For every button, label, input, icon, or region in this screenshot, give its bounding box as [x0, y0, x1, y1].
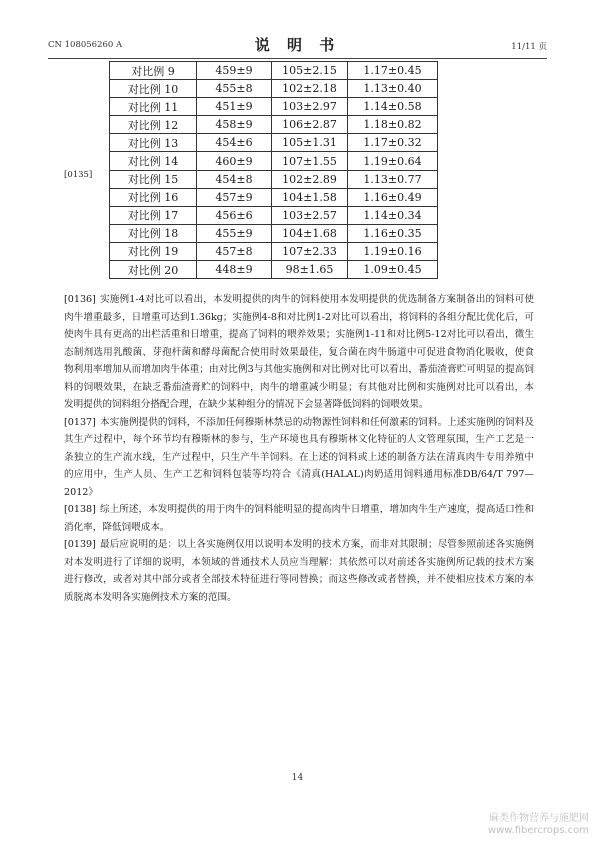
- page-number: 14: [291, 773, 304, 783]
- document-title: 说 明 书: [254, 36, 341, 54]
- table-cell: 105±2.15: [272, 62, 348, 80]
- table-cell: 对比例 20: [110, 261, 197, 279]
- table-cell: 1.13±0.40: [348, 80, 438, 98]
- watermark-line-2: www.fibercrops.com: [487, 825, 589, 836]
- table-cell: 454±6: [197, 134, 272, 152]
- paragraph-text: 本实施例提供的饲料，不添加任何穆斯林禁忌的动物源性饲料和任何激素的饲料。上述实施例的饲料及其生产过程中，每个环节均有穆斯林的参与，生产环境也具有穆斯林文化特征的人文管理氛围，生产工艺是一条独立的生产流水线，生产过程中，只生产牛羊饲料。在上述的饲料或上述的制备方法在清真肉牛专用养殖中的应用中，生产人员、生产工艺和饲料包装等均符合《清真(HALAL)肉奶适用饲料通用标准DB/64/T 797— 2012》: [64, 416, 534, 498]
- table-cell: 对比例 17: [110, 206, 197, 224]
- table-cell: 对比例 12: [110, 116, 197, 134]
- table-cell: 对比例 10: [110, 80, 197, 98]
- paragraph-text: 实施例1-4对比可以看出，本发明提供的肉牛的饲料使用本发明提供的优选制备方案制备出的饲料可使肉牛增重最多，日增重可达到1.36kg；实施例4-8和对比例1-2对比可以看出，将饲料的各组分配比优化后，可使肉牛具有更高的出栏活重和日增重，提高了饲料的喂养效果；实施例1-11和对比例5-12对比可以看出，微生态制剂选用乳酸菌、芽孢杆菌和酵母菌配合使用时效果最佳，复合菌在肉牛肠道中可促进食物消化吸收，使食物利用率增加从而增加肉牛体重；由对比例3与其他实施例和对比例对比可以看出，番茄渣膏贮可明显的提高饲料的饲喂效果，在缺乏番茄渣膏贮的饲料中，肉牛的增重减少明显；有其他对比例和实施例对比可以看出，本发明提供的饲料组分搭配合理，在缺少某种组分的情况下会显著降低饲料的饲喂效果。: [64, 294, 534, 410]
- table-paragraph-tag: [0135]: [64, 170, 93, 180]
- document-number: CN 108056260 A: [48, 40, 123, 50]
- paragraph-tag: [0138]: [64, 504, 96, 515]
- paragraph-tag: [0136]: [64, 294, 96, 305]
- body-text: [64, 291, 534, 606]
- table-cell: 对比例 18: [110, 224, 197, 242]
- table-cell: 102±2.18: [272, 80, 348, 98]
- paragraph-tag: [0137]: [64, 416, 96, 428]
- table-cell: 459±9: [197, 62, 272, 80]
- table-cell: 105±1.31: [272, 134, 348, 152]
- table-row: [110, 134, 438, 152]
- table-cell: 104±1.58: [272, 188, 348, 206]
- table-row: [110, 242, 438, 260]
- table-cell: 1.16±0.49: [348, 188, 438, 206]
- table-cell: 460±9: [197, 152, 272, 170]
- table-row: [110, 98, 438, 116]
- table-row: [110, 152, 438, 170]
- table-row: [110, 188, 438, 206]
- table-cell: 455±9: [197, 224, 272, 242]
- table-cell: 106±2.87: [272, 116, 348, 134]
- table-cell: 对比例 9: [110, 62, 197, 80]
- paragraph-text: 综上所述，本发明提供的用于肉牛的饲料能明显的提高肉牛日增重，增加肉牛生产速度，提高适口性和消化率，降低饲喂成本。: [64, 504, 534, 533]
- table-cell: 104±1.68: [272, 224, 348, 242]
- table-cell: 1.19±0.16: [348, 242, 438, 260]
- table-cell: 98±1.65: [272, 261, 348, 279]
- table-row: [110, 224, 438, 242]
- table-cell: 对比例 11: [110, 98, 197, 116]
- paragraph-text: 最后应说明的是：以上各实施例仅用以说明本发明的技术方案，而非对其限制；尽管参照前述各实施例对本发明进行了详细的说明，本领域的普通技术人员应当理解：其依然可以对前述各实施例所记载的技术方案进行修改，或者对其中部分或者全部技术特征进行等同替换；而这些修改或者替换，并不使相应技术方案的本质脱离本发明各实施例技术方案的范围。: [64, 539, 534, 603]
- table-cell: 457±8: [197, 242, 272, 260]
- table-cell: 454±8: [197, 170, 272, 188]
- table-row: [110, 62, 438, 80]
- page-info: 11/11 页: [511, 42, 547, 52]
- table-cell: 1.14±0.34: [348, 206, 438, 224]
- header-divider: [48, 58, 547, 59]
- table-cell: 107±1.55: [272, 152, 348, 170]
- table-cell: 对比例 13: [110, 134, 197, 152]
- table-row: [110, 206, 438, 224]
- paragraph-0138: [64, 501, 534, 536]
- table-cell: 107±2.33: [272, 242, 348, 260]
- table-cell: 1.19±0.64: [348, 152, 438, 170]
- watermark-line-1: 麻类作物营养与施肥网: [489, 813, 589, 824]
- paragraph-0137: [64, 414, 534, 502]
- table-cell: 455±8: [197, 80, 272, 98]
- table-cell: 对比例 15: [110, 170, 197, 188]
- table-cell: 456±6: [197, 206, 272, 224]
- site-watermark: [488, 813, 589, 837]
- table-cell: 1.13±0.77: [348, 170, 438, 188]
- table-cell: 458±9: [197, 116, 272, 134]
- table-cell: 1.18±0.82: [348, 116, 438, 134]
- table-cell: 对比例 19: [110, 242, 197, 260]
- page-header: [48, 34, 547, 56]
- table-cell: 1.09±0.45: [348, 261, 438, 279]
- paragraph-0139: [64, 536, 534, 606]
- table-cell: 1.16±0.35: [348, 224, 438, 242]
- table-cell: 451±9: [197, 98, 272, 116]
- table-cell: 1.14±0.58: [348, 98, 438, 116]
- table-cell: 1.17±0.32: [348, 134, 438, 152]
- table-cell: 1.17±0.45: [348, 62, 438, 80]
- table-cell: 103±2.57: [272, 206, 348, 224]
- table-cell: 对比例 16: [110, 188, 197, 206]
- table-cell: 103±2.97: [272, 98, 348, 116]
- table-cell: 448±9: [197, 261, 272, 279]
- table-cell: 457±9: [197, 188, 272, 206]
- table-body: [110, 62, 438, 279]
- table-row: [110, 116, 438, 134]
- table-cell: 102±2.89: [272, 170, 348, 188]
- paragraph-0136: [64, 291, 534, 414]
- table-row: [110, 170, 438, 188]
- table-row: [110, 80, 438, 98]
- paragraph-tag: [0139]: [64, 539, 96, 550]
- comparison-table: [109, 61, 438, 279]
- table-cell: 对比例 14: [110, 152, 197, 170]
- table-row: [110, 261, 438, 279]
